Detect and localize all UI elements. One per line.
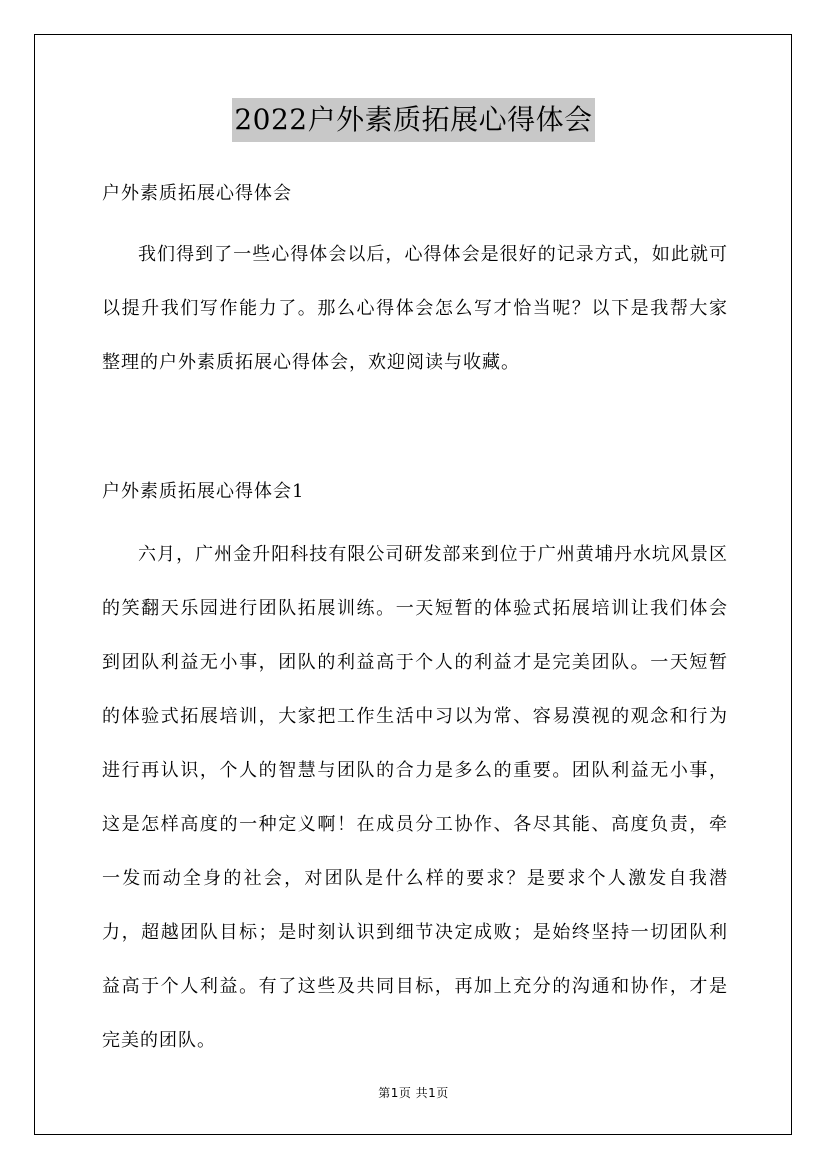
document-subtitle: 户外素质拓展心得体会	[102, 183, 292, 204]
document-body	[102, 176, 728, 1068]
document-title: 2022户外素质拓展心得体会	[232, 98, 594, 142]
section-paragraph-1: 六月，广州金升阳科技有限公司研发部来到位于广州黄埔丹水坑风景区的笑翻天乐园进行团队拓展训练。一天短暂的体验式拓展培训让我们体会到团队利益无小事，团队的利益高于个人的利益才是完美团队。一天短暂的体验式拓展培训，大家把工作生活中习以为常、容易漠视的观念和行为进行再认识，个人的智慧与团队的合力是多么的重要。团队利益无小事，这是怎样高度的一种定义啊！在成员分工协作、各尽其能、高度负责，牵一发而动全身的社会，对团队是什么样的要求？是要求个人激发自我潜力，超越团队目标；是时刻认识到细节决定成败；是始终坚持一切团队利益高于个人利益。有了这些及共同目标，再加上充分的沟通和协作，才是完美的团队。	[102, 544, 728, 1051]
section-heading-1: 户外素质拓展心得体会1	[102, 481, 305, 502]
title-container	[0, 98, 827, 142]
page-footer: 第1页 共1页	[378, 1086, 449, 1100]
intro-paragraph: 我们得到了一些心得体会以后，心得体会是很好的记录方式，如此就可以提升我们写作能力了。那么心得体会怎么写才恰当呢？以下是我帮大家整理的户外素质拓展心得体会，欢迎阅读与收藏。	[102, 244, 728, 373]
